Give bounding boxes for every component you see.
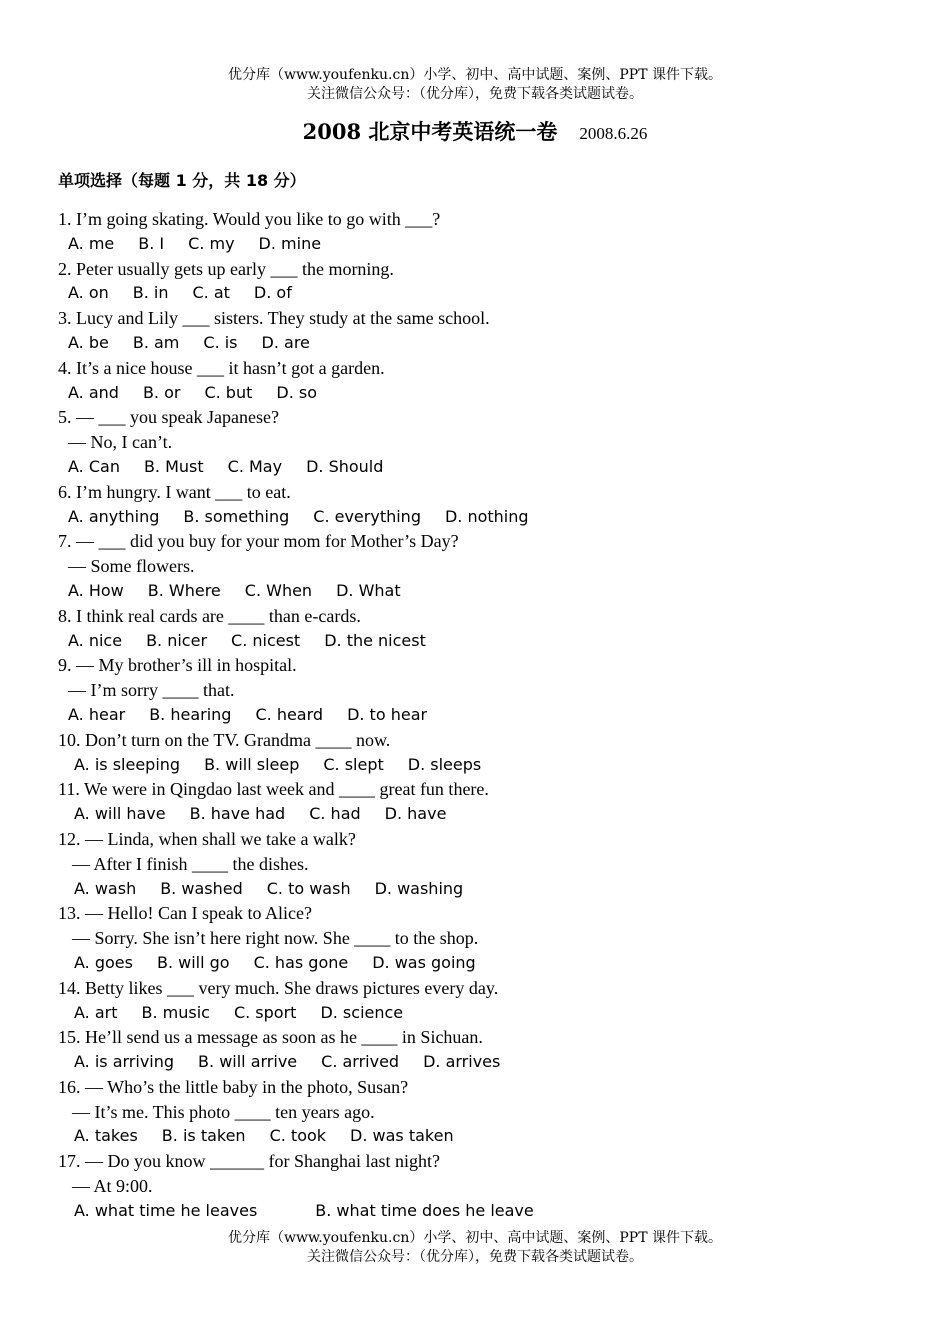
answer-option: D. to hear (347, 704, 428, 724)
answer-option: D. sleeps (407, 754, 482, 774)
page-footer (0, 1229, 950, 1267)
answer-option: C. is (203, 332, 238, 352)
answer-option: B. what time does he leave (315, 1200, 534, 1220)
question-item (58, 653, 928, 727)
answer-option: C. heard (255, 704, 324, 724)
answer-options (58, 703, 928, 728)
answer-option: D. science (320, 1002, 404, 1022)
answer-options (58, 381, 928, 406)
answer-option: D. the nicest (324, 630, 426, 650)
answer-option: A. is sleeping (74, 754, 181, 774)
answer-option: C. has gone (253, 952, 349, 972)
answer-options (58, 505, 928, 530)
answer-option: C. everything (313, 506, 421, 526)
question-list (58, 207, 928, 1224)
answer-option: B. nicer (146, 630, 208, 650)
answer-option: A. anything (68, 506, 160, 526)
question-text: 2. Peter usually gets up early ___ the morning. (58, 258, 394, 279)
header-line-2: 关注微信公众号：（优分库），免费下载各类试题试卷。 (307, 86, 643, 102)
answer-option: C. took (269, 1126, 327, 1146)
answer-option: C. to wash (266, 878, 351, 898)
answer-option: C. When (244, 580, 313, 600)
question-reply: — Some flowers. (68, 556, 195, 577)
exam-title: 2008 北京中考英语统一卷 (302, 119, 558, 144)
answer-option: C. had (309, 804, 361, 824)
question-item (58, 901, 928, 975)
question-text: 10. Don’t turn on the TV. Grandma ____ now. (58, 729, 391, 750)
answer-option: B. will sleep (204, 754, 300, 774)
answer-option: B. washed (160, 878, 243, 898)
answer-option: D. of (253, 283, 292, 303)
answer-option: B. or (142, 382, 181, 402)
answer-option: C. May (227, 456, 283, 476)
answer-option: B. is taken (161, 1126, 246, 1146)
question-text: 17. — Do you know ______ for Shanghai last night? (58, 1151, 440, 1172)
answer-option: A. will have (74, 804, 166, 824)
answer-option: A. and (68, 382, 119, 402)
question-text: 8. I think real cards are ____ than e-cards. (58, 605, 361, 626)
answer-option: D. was taken (350, 1126, 454, 1146)
answer-option: B. I (138, 233, 165, 253)
question-text: 7. — ___ did you buy for your mom for Mother’s Day? (58, 531, 459, 552)
answer-options (58, 753, 928, 778)
answer-option: B. will go (156, 952, 230, 972)
answer-option: C. my (188, 233, 235, 253)
answer-option: C. slept (323, 754, 384, 774)
question-reply: — Sorry. She isn’t here right now. She ____ to the shop. (72, 928, 479, 949)
question-reply: — No, I can’t. (68, 432, 173, 453)
answer-option: A. me (68, 233, 115, 253)
header-line-1: 优分库（www.youfenku.cn）小学、初中、高中试题、案例、PPT 课件下载。 (227, 67, 722, 83)
question-item (58, 777, 928, 827)
question-item (58, 306, 928, 356)
question-text: 13. — Hello! Can I speak to Alice? (58, 903, 312, 924)
question-reply: — I’m sorry ____ that. (68, 680, 235, 701)
answer-option: D. so (276, 382, 317, 402)
question-text: 9. — My brother’s ill in hospital. (58, 655, 297, 676)
question-item (58, 1149, 928, 1223)
answer-option: A. How (68, 580, 124, 600)
answer-option: C. at (192, 283, 230, 303)
question-text: 12. — Linda, when shall we take a walk? (58, 828, 356, 849)
answer-option: D. nothing (444, 506, 529, 526)
question-text: 11. We were in Qingdao last week and ____ great fun there. (58, 779, 489, 800)
answer-option: A. Can (68, 456, 120, 476)
question-item (58, 604, 928, 654)
question-item (58, 405, 928, 479)
question-item (58, 207, 928, 257)
page-header (0, 66, 950, 104)
answer-options (58, 232, 928, 257)
answer-option: D. washing (374, 878, 464, 898)
question-reply: — At 9:00. (72, 1176, 153, 1197)
footer-line-1: 优分库（www.youfenku.cn）小学、初中、高中试题、案例、PPT 课件下载。 (227, 1230, 722, 1246)
answer-option: D. was going (372, 952, 476, 972)
answer-option: B. something (183, 506, 290, 526)
answer-option: B. music (141, 1002, 210, 1022)
question-reply: — After I finish ____ the dishes. (72, 853, 309, 874)
question-item (58, 827, 928, 901)
answer-option: A. hear (68, 704, 126, 724)
answer-option: D. arrives (423, 1052, 501, 1072)
answer-option: B. hearing (149, 704, 232, 724)
answer-option: C. but (204, 382, 253, 402)
answer-option: A. be (68, 332, 109, 352)
question-text: 1. I’m going skating. Would you like to go with ___? (58, 209, 441, 229)
section-title: 单项选择（每题 1 分，共 18 分） (58, 171, 306, 190)
answer-option: B. have had (189, 804, 286, 824)
answer-options (58, 1001, 928, 1026)
answer-options (58, 1050, 928, 1075)
answer-option: C. sport (233, 1002, 297, 1022)
answer-option: B. am (132, 332, 180, 352)
answer-options (58, 629, 928, 654)
answer-options (58, 281, 928, 306)
answer-options (58, 802, 928, 827)
answer-option: A. takes (74, 1126, 138, 1146)
answer-option: B. in (132, 283, 169, 303)
question-text: 5. — ___ you speak Japanese? (58, 407, 279, 428)
answer-options (58, 579, 928, 604)
question-text: 15. He’ll send us a message as soon as he ____ in Sichuan. (58, 1027, 483, 1048)
question-item (58, 529, 928, 603)
answer-option: D. have (384, 804, 447, 824)
answer-option: C. nicest (231, 630, 301, 650)
answer-option: A. nice (68, 630, 123, 650)
answer-option: D. mine (258, 233, 322, 253)
answer-option: D. What (336, 580, 401, 600)
answer-option: C. arrived (321, 1052, 400, 1072)
title-row (0, 116, 950, 146)
answer-options (58, 1124, 928, 1149)
question-item (58, 728, 928, 778)
answer-option: B. will arrive (198, 1052, 298, 1072)
answer-options (58, 877, 928, 902)
question-item (58, 1075, 928, 1149)
question-text: 14. Betty likes ___ very much. She draws pictures every day. (58, 977, 499, 998)
answer-option: D. Should (306, 456, 384, 476)
answer-option: A. wash (74, 878, 137, 898)
answer-option: A. on (68, 283, 109, 303)
footer-line-2: 关注微信公众号：（优分库），免费下载各类试题试卷。 (307, 1249, 643, 1265)
answer-options (58, 1199, 928, 1224)
question-text: 6. I’m hungry. I want ___ to eat. (58, 481, 291, 502)
answer-options (58, 455, 928, 480)
answer-option: B. Where (147, 580, 221, 600)
question-item (58, 356, 928, 406)
question-item (58, 257, 928, 307)
answer-option: B. Must (143, 456, 204, 476)
answer-option: A. art (74, 1002, 118, 1022)
question-reply: — It’s me. This photo ____ ten years ago. (72, 1101, 375, 1122)
question-item (58, 976, 928, 1026)
question-item (58, 1025, 928, 1075)
answer-options (58, 331, 928, 356)
question-text: 4. It’s a nice house ___ it hasn’t got a garden. (58, 357, 385, 378)
question-text: 16. — Who’s the little baby in the photo, Susan? (58, 1076, 409, 1097)
answer-option: A. goes (74, 952, 133, 972)
exam-date: 2008.6.26 (579, 124, 648, 143)
answer-option: A. is arriving (74, 1052, 175, 1072)
question-text: 3. Lucy and Lily ___ sisters. They study at the same school. (58, 308, 490, 329)
question-item (58, 480, 928, 530)
answer-option: A. what time he leaves (74, 1200, 258, 1220)
answer-option: D. are (261, 332, 310, 352)
answer-options (58, 951, 928, 976)
